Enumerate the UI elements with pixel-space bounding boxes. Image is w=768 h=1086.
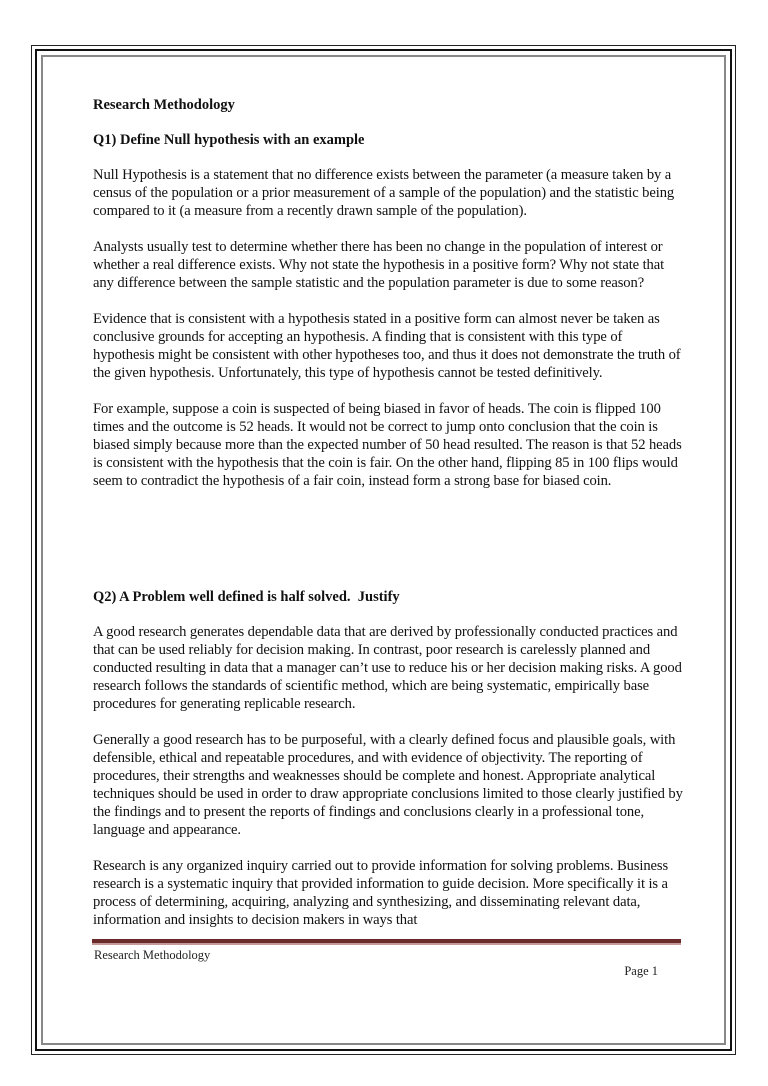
paragraph: Evidence that is consistent with a hypothesis stated in a positive form can almost never be taken as conclusive grounds for accepting an hypothesis. A finding that is consistent with this type of hypothesis might be consistent with other hypotheses too, and thus it does not demonstrate the truth of the given hypothesis. Unfortunately, this type of hypothesis cannot be tested definitively. bbox=[93, 311, 681, 381]
section-heading-q1: Q1) Define Null hypothesis with an example bbox=[93, 132, 365, 148]
paragraph: Null Hypothesis is a statement that no difference exists between the parameter (a measure taken by a census of the population or a prior measurement of a sample of the population) and the statistic being compared to it (a measure from a recently drawn sample of the population). bbox=[93, 167, 675, 219]
footer-title: Research Methodology bbox=[94, 948, 211, 962]
footer-divider-light bbox=[92, 943, 681, 945]
page-content bbox=[93, 96, 685, 508]
paragraph: Generally a good research has to be purposeful, with a clearly defined focus and plausible goals, with defensible, ethical and repeatable procedures, and with evidence of objectivity. The reporting of procedures, their strengths and weaknesses should be complete and honest. Appropriate analytical techniques should be used in order to draw appropriate conclusions limited to those clearly justified by the findings and to present the reports of findings and conclusions clearly in a professional tone, language and appearance. bbox=[93, 732, 683, 838]
page-number: Page 1 bbox=[624, 964, 658, 978]
document-title: Research Methodology bbox=[93, 97, 235, 113]
section-heading-q2: Q2) A Problem well defined is half solved. Justify bbox=[93, 589, 400, 605]
footer-divider bbox=[92, 939, 681, 945]
paragraph: Analysts usually test to determine whether there has been no change in the population of interest or whether a real difference exists. Why not state the hypothesis in a positive form? Why not state that any difference between the sample statistic and the population parameter is due to some reason? bbox=[93, 239, 665, 291]
paragraph: Research is any organized inquiry carried out to provide information for solving problems. Business research is a systematic inquiry that provided information to guide decision. More specifically it is a process of determining, acquiring, analyzing and synthesizing, and disseminating relevant data, information and insights to decision makers in ways that bbox=[93, 858, 669, 928]
paragraph: A good research generates dependable data that are derived by professionally conducted practices and that can be used reliably for decision making. In contrast, poor research is carelessly planned and conducted resulting in data that a manager can’t use to reduce his or her decision making risks. A good research follows the standards of scientific method, which are being systematic, empirically base procedures for generating replicable research. bbox=[93, 624, 682, 712]
paragraph: For example, suppose a coin is suspected of being biased in favor of heads. The coin is flipped 100 times and the outcome is 52 heads. It would not be correct to jump onto conclusion that the coin is biased simply because more than the expected number of 50 head resulted. The reason is that 52 heads is consistent with the hypothesis that the coin is fair. On the other hand, flipping 85 in 100 flips would seem to contradict the hypothesis of a fair coin, instead form a strong base for biased coin. bbox=[93, 401, 682, 489]
section-q2 bbox=[93, 588, 685, 947]
